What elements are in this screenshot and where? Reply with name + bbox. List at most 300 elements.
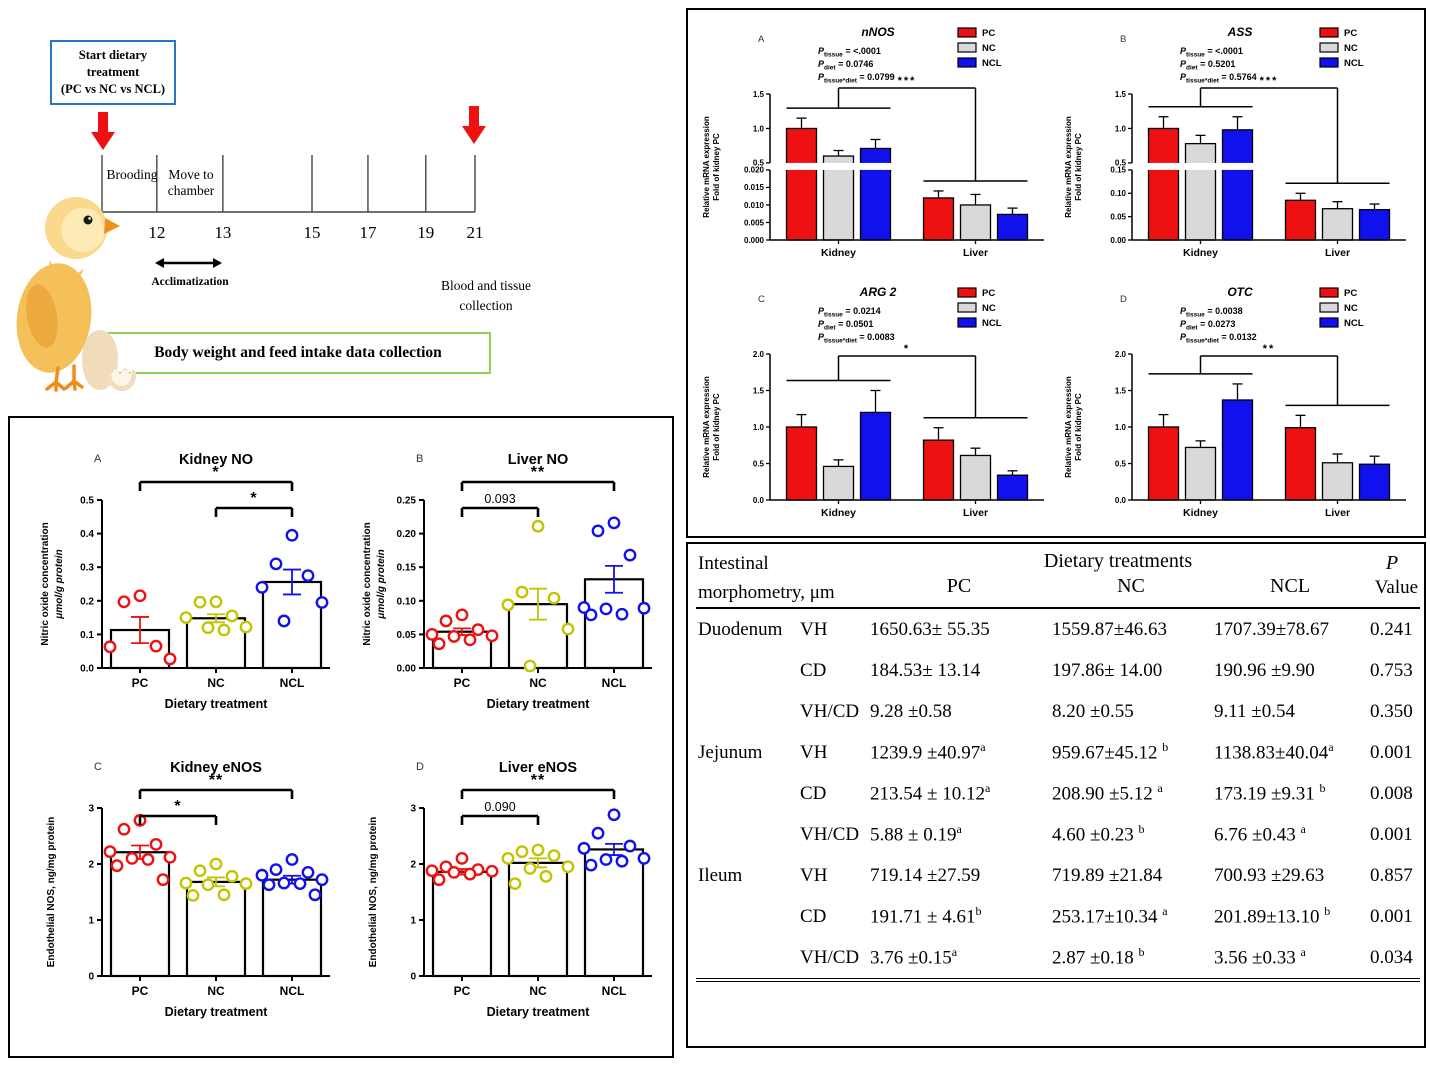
svg-text:0.20: 0.20 [396,529,416,541]
p-value-line: $P_{tissue} = <.0001$ [1180,46,1243,59]
p-value-line: $P_{diet} = 0.0501$ [818,319,874,332]
chart-title: nNOS [861,25,895,39]
p-value-header [1368,546,1420,608]
x-tick-label: PC [131,984,149,998]
timeline-tick-label: 15 [303,223,321,242]
significance-label: 0.093 [484,492,516,506]
data-point-NCL [586,610,596,620]
legend-label: PC [982,288,996,299]
data-point-PC [105,642,115,652]
data-point-NCL [639,853,649,863]
table-row [696,896,1420,937]
x-tick-label: NC [207,676,225,690]
significance-label: ** [208,772,224,789]
y-axis-label: Relative mRNA expression [702,116,711,218]
legend-label: NCL [1344,58,1364,69]
legend-swatch-PC [958,28,976,37]
data-point-NCL [317,597,327,607]
legend-label: NC [982,303,996,314]
p-value-line: $P_{tissue*diet} = 0.5764$ [1180,72,1257,85]
p-value-line: $P_{tissue} = 0.0214$ [818,306,881,319]
svg-text:0.5: 0.5 [80,495,94,507]
panel-letter: C [94,761,102,773]
significance-label: * [903,343,911,355]
row-section [696,937,798,980]
chart-nnos [696,14,1056,277]
data-point-NCL [264,880,274,890]
data-point-NCL [586,860,596,870]
axis-break-band [754,163,1044,170]
bar-PC-Liver [1286,200,1316,240]
bar-PC-Liver [1286,428,1316,500]
data-point-PC [487,866,497,876]
legend-label: NCL [1344,318,1364,329]
x-tick-label: Liver [962,247,989,259]
data-point-NC [533,521,543,531]
x-tick-label: PC [453,984,471,998]
bar-NCL-Kidney [861,148,891,240]
data-point-NCL [287,854,297,864]
legend-label: NC [982,43,996,54]
data-point-NC [219,625,229,635]
data-point-NC [241,622,251,632]
legend-swatch-PC [958,288,976,297]
value-pc: 213.54 ± 10.12$^a$ [870,781,991,805]
data-point-PC [158,874,168,884]
row-measure: CD [800,659,827,681]
svg-text:0.000: 0.000 [743,235,764,245]
y-axis-label: Relative mRNA expression [1064,376,1073,478]
value-nc: 719.89 ±21.84 [1052,864,1163,886]
morph-table-body [696,608,1420,980]
row-measure: VH/CD [800,700,860,722]
data-point-PC [119,824,129,834]
data-point-NC [219,890,229,900]
svg-text:0.15: 0.15 [1110,165,1126,175]
data-point-NCL [295,878,305,888]
svg-text:0.0: 0.0 [1114,495,1126,505]
legend-label: NCL [982,58,1002,69]
x-axis-label: Dietary treatment [164,1005,268,1019]
y-axis-label: Fold of kidney PC [712,393,721,461]
chart-title: ARG 2 [859,285,897,299]
data-point-PC [112,860,122,870]
data-point-NCL [609,518,619,528]
svg-kidney-no [28,438,350,746]
svg-liver-no [350,438,672,746]
p-value: 0.008 [1370,782,1413,804]
y-axis-label: Fold of kidney PC [1074,393,1083,461]
data-point-NC [195,866,205,876]
x-tick-label: Liver [1324,507,1351,519]
significance-label: *** [1259,75,1279,87]
svg-text:0.4: 0.4 [80,529,94,541]
x-tick-label: Liver [962,507,989,519]
value-ncl: 173.19 ±9.31 $^b$ [1214,781,1326,805]
bar-NCL-Liver [1360,210,1390,240]
value-nc: 208.90 ±5.12 $^a$ [1052,781,1163,805]
data-point-NCL [601,854,611,864]
p-value: 0.350 [1370,700,1413,722]
data-point-PC [151,641,161,651]
legend-label: PC [1344,288,1358,299]
chart-title: ASS [1227,25,1253,39]
bar-PC-Liver [924,198,954,240]
panel-letter: C [758,294,765,305]
table-row [696,691,1420,732]
value-pc: 1239.9 ±40.97$^a$ [870,740,986,764]
data-point-NC [241,878,251,888]
data-point-PC [165,852,175,862]
svg-text:1.5: 1.5 [1114,89,1126,99]
y-axis-label: μmol/g protein [54,549,65,619]
chart-ass [1058,14,1418,277]
x-axis-label: Dietary treatment [486,1005,590,1019]
significance-label: *** [897,75,917,87]
significance-label: 0.090 [484,800,516,814]
chart-title: OTC [1227,285,1253,299]
value-pc: 184.53± 13.14 [870,659,981,681]
data-point-NC [181,878,191,888]
table-row [696,937,1420,980]
row-section [696,814,798,855]
svg-text:0.05: 0.05 [1110,212,1126,222]
svg-kidney-enos [28,746,350,1054]
legend-swatch-NC [1320,303,1338,312]
svg-text:0.3: 0.3 [80,562,94,574]
data-point-NCL [279,616,289,626]
significance-label: ** [530,464,546,481]
data-point-PC [151,839,161,849]
data-point-NCL [287,530,297,540]
row-measure: VH [800,864,828,886]
svg-text:0.020: 0.020 [743,165,764,175]
svg-text:0.0: 0.0 [80,663,94,675]
bar-NCL-Kidney [1223,400,1253,500]
y-axis-label: Nitric oxide concentration [362,522,373,646]
value-ncl: 9.11 ±0.54 [1214,700,1295,722]
data-point-NC [203,622,213,632]
significance-label: ** [1262,343,1276,355]
p-header-line2: Value [1374,577,1419,598]
start-box-line2: (PC vs NC vs NCL) [60,81,166,96]
value-ncl: 6.76 ±0.43 $^a$ [1214,822,1306,846]
mean-bar-PC [433,632,491,668]
bar-NC-Kidney [824,466,854,500]
panel-letter: D [1120,294,1127,305]
dietary-treatments-header: Dietary treatments [1043,550,1193,572]
mrna-expression-panel [686,8,1426,538]
study-timeline-diagram [0,0,685,415]
chick-image [4,168,144,396]
value-ncl: 3.56 ±0.33 $^a$ [1212,937,1368,980]
data-point-NC [503,853,513,863]
data-point-NCL [279,878,289,888]
data-point-PC [457,853,467,863]
x-tick-label: NC [529,676,547,690]
brooding-label: Brooding [106,167,158,182]
p-value-line: $P_{tissue} = 0.0038$ [1180,306,1243,319]
data-point-NC [549,850,559,860]
legend-swatch-NC [958,303,976,312]
data-point-NC [549,593,559,603]
table-row [696,650,1420,691]
data-point-PC [165,654,175,664]
legend-label: PC [1344,28,1358,39]
legend-swatch-NCL [958,58,976,67]
svg-text:0.5: 0.5 [1114,459,1126,469]
chart-title: Kidney NO [178,452,254,468]
value-ncl: 1138.83±40.04$^a$ [1214,740,1334,764]
value-nc: 4.60 ±0.23 $^b$ [1052,822,1145,846]
data-point-PC [143,854,153,864]
legend-swatch-NCL [1320,318,1338,327]
data-point-NC [517,846,527,856]
data-point-NCL [625,550,635,560]
svg-text:1.5: 1.5 [752,89,764,99]
data-point-NC [503,600,513,610]
data-point-NC [181,612,191,622]
chart-kidney-no [28,438,350,751]
svg-text:0.00: 0.00 [1110,235,1126,245]
no-enos-panel [8,416,674,1058]
data-point-NCL [303,867,313,877]
svg-ass [1058,14,1418,272]
svg-text:1: 1 [88,915,94,927]
significance-label: * [174,798,182,815]
y-axis-label: Fold of kidney PC [712,133,721,201]
svg-text:0.25: 0.25 [396,495,416,507]
p-value-line: $P_{tissue*diet} = 0.0799$ [818,72,895,85]
p-value: 0.241 [1370,618,1413,640]
svg-text:3: 3 [88,803,94,815]
value-pc: 191.71 ± 4.61$^b$ [870,904,982,928]
data-point-PC [473,624,483,634]
data-point-PC [119,597,129,607]
x-tick-label: Liver [1324,247,1351,259]
data-point-PC [427,629,437,639]
panel-letter: A [94,453,102,465]
value-nc: 959.67±45.12 $^b$ [1052,740,1169,764]
data-point-NC [525,661,535,671]
data-point-NCL [639,603,649,613]
chart-kidney-enos [28,746,350,1059]
bar-NCL-Liver [998,475,1028,500]
value-nc: 1559.87±46.63 [1052,618,1167,640]
x-tick-label: NCL [279,676,305,690]
panel-letter: B [1120,34,1127,45]
chart-title: Liver eNOS [498,760,578,776]
svg-text:0.10: 0.10 [1110,189,1126,199]
panel-letter: B [416,453,424,465]
row-section: Duodenum [698,618,783,640]
row-measure: VH/CD [800,823,860,845]
x-tick-label: Kidney [1182,507,1219,519]
value-nc: 8.20 ±0.55 [1052,700,1134,722]
intestinal-morphometry-table [686,542,1426,1048]
data-point-PC [127,853,137,863]
move-to-chamber-label: Move to chamber [167,167,215,199]
data-point-NC [563,624,573,634]
row-measure: VH/CD [798,937,868,980]
svg-text:0.05: 0.05 [396,629,416,641]
row-section [696,896,798,937]
data-point-NCL [579,843,589,853]
value-nc: 197.86± 14.00 [1052,659,1163,681]
x-tick-label: PC [453,676,471,690]
data-point-NC [203,880,213,890]
bar-PC-Kidney [1149,128,1179,240]
data-point-NCL [257,870,267,880]
chart-title: Liver NO [507,452,569,468]
chart-title: Kidney eNOS [170,760,262,776]
bar-PC-Kidney [787,128,817,240]
p-value: 0.001 [1370,823,1413,845]
data-point-PC [105,846,115,856]
row-measure: VH [800,618,828,640]
acclimatization-label: Acclimatization [151,276,229,288]
significance-label: * [250,490,258,507]
svg-text:0.1: 0.1 [80,629,94,641]
svg-arg2 [696,274,1056,532]
svg-text:0.015: 0.015 [743,183,764,193]
data-point-NCL [601,604,611,614]
svg-text:1.0: 1.0 [1114,422,1126,432]
chart-liver-no [350,438,672,751]
p-value-line: $P_{tissue*diet} = 0.0132$ [1180,332,1257,345]
data-point-NC [227,871,237,881]
y-axis-label: Fold of kidney PC [1074,133,1083,201]
p-value: 0.857 [1370,864,1413,886]
p-value: 0.001 [1370,905,1413,927]
red-down-arrow [462,106,486,144]
table-row [696,855,1420,896]
svg-text:0.15: 0.15 [396,562,416,574]
col-header-pc: PC [868,574,1050,608]
value-ncl: 1707.39±78.67 [1214,618,1329,640]
legend-swatch-PC [1320,288,1338,297]
data-point-PC [135,591,145,601]
value-ncl: 190.96 ±9.90 [1214,659,1315,681]
start-treatment-box [50,40,176,105]
bar-NC-Liver [961,455,991,500]
bar-NC-Liver [1323,463,1353,500]
svg-text:0.0: 0.0 [752,495,764,505]
row-section [696,650,798,691]
svg-text:0.00: 0.00 [396,663,416,675]
svg-text:2.0: 2.0 [752,349,764,359]
mean-bar-NC [187,618,245,668]
value-pc: 1650.63± 55.35 [870,618,990,640]
axis-break-band [1116,163,1406,170]
timeline-tick-label: 19 [417,223,435,242]
data-point-NCL [317,874,327,884]
bar-PC-Kidney [787,427,817,500]
legend-label: NC [1344,43,1358,54]
p-header-line1: P [1385,552,1399,574]
x-axis-label: Dietary treatment [486,697,590,711]
p-value-line: $P_{diet} = 0.0746$ [818,59,874,72]
acclimatization-arrow-right [213,258,222,268]
x-tick-label: PC [131,676,149,690]
svg-text:0.5: 0.5 [752,459,764,469]
timeline-tick-label: 12 [148,223,166,242]
legend-label: NC [1344,303,1358,314]
bar-NCL-Liver [998,214,1028,240]
data-point-PC [449,867,459,877]
data-point-NCL [593,828,603,838]
svg-text:0.5: 0.5 [752,158,764,168]
data-point-PC [465,869,475,879]
svg-liver-enos [350,746,672,1054]
legend-swatch-NC [1320,43,1338,52]
x-tick-label: Kidney [820,507,857,519]
table-row [696,814,1420,855]
value-nc: 253.17±10.34 $^a$ [1052,904,1168,928]
x-axis-label: Dietary treatment [164,697,268,711]
svg-text:2: 2 [88,859,94,871]
timeline-tick-label: 21 [466,223,484,242]
y-axis-label: Endothelial NOS, ng/mg protein [46,816,57,968]
bar-NC-Liver [961,205,991,240]
data-point-PC [441,616,451,626]
svg-text:1: 1 [410,915,416,927]
legend-swatch-NCL [1320,58,1338,67]
blood-tissue-collection-label: Blood and tissue collection [441,278,531,314]
data-point-NCL [303,570,313,580]
row-measure: CD [800,905,827,927]
significance-label: ** [530,772,546,789]
row-section: Ileum [698,864,743,886]
chart-liver-enos [350,746,672,1059]
y-axis-label: Relative mRNA expression [702,376,711,478]
svg-text:0.10: 0.10 [396,596,416,608]
col-header-nc: NC [1050,574,1212,608]
svg-text:2.0: 2.0 [1114,349,1126,359]
bar-NCL-Liver [1360,464,1390,500]
svg-text:0: 0 [410,971,416,983]
legend-swatch-NCL [958,318,976,327]
data-point-NC [227,611,237,621]
x-tick-label: Kidney [820,247,857,259]
x-tick-label: NCL [601,676,627,690]
legend-swatch-NC [958,43,976,52]
value-ncl: 700.93 ±29.63 [1214,864,1325,886]
panel-letter: D [416,761,424,773]
data-point-NC [541,871,551,881]
data-point-NCL [310,890,320,900]
value-ncl: 201.89±13.10 $^b$ [1214,904,1331,928]
data-point-NC [525,863,535,873]
bar-PC-Kidney [1149,427,1179,500]
data-point-NCL [625,841,635,851]
value-pc: 3.76 ±0.15$^a$ [868,937,1050,980]
data-point-PC [457,610,467,620]
x-tick-label: NC [207,984,225,998]
data-point-NCL [617,609,627,619]
value-pc: 719.14 ±27.59 [870,864,981,886]
value-nc: 2.87 ±0.18 $^b$ [1050,937,1212,980]
data-point-NC [211,859,221,869]
svg-text:1.5: 1.5 [752,386,764,396]
data-point-NC [510,878,520,888]
svg-text:1.5: 1.5 [1114,386,1126,396]
value-pc: 9.28 ±0.58 [870,700,952,722]
x-tick-label: NCL [279,984,305,998]
data-point-NCL [617,856,627,866]
data-point-NC [563,862,573,872]
bar-NCL-Kidney [1223,130,1253,240]
